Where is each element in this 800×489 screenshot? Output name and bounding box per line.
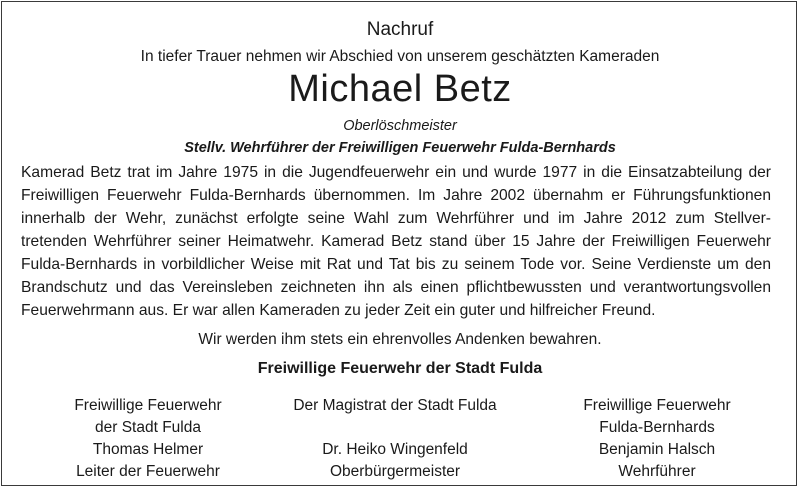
body-line: tretenden Wehrführer seiner Heimatwehr. Kamerad Betz stand über 15 Jahre der Freiwilligen Feuerwehr <box>21 233 771 250</box>
signatory-org-line1: Freiwillige Feuerwehr <box>583 397 731 414</box>
signatory-role: Leiter der Feuerwehr <box>76 463 220 480</box>
intro-text: In tiefer Trauer nehmen wir Abschied von unserem geschätzten Kameraden <box>140 48 660 65</box>
body-line: Brandschutz und das Vereinsleben zeichneten ihn als einen pflichtbewussten und verantwortungsvollen <box>21 279 771 296</box>
signatory-org-line2 <box>280 417 510 439</box>
deceased-position: Stellv. Wehrführer der Freiwilligen Feuerwehr Fulda-Bernhards <box>184 140 616 156</box>
signatory-role: Wehrführer <box>618 463 696 480</box>
body-line: Kamerad Betz trat im Jahre 1975 in die Jugendfeuerwehr ein und wurde 1977 in die Einsatzabteilung der <box>21 164 771 181</box>
body-line: innerhalb der Wehr, zunächst erfolgte seine Wahl zum Wehrführer und im Jahre 2012 zum Stellver- <box>21 210 771 227</box>
signatory-block-bernhards <box>562 395 752 483</box>
signatory-person: Thomas Helmer <box>92 441 204 458</box>
signatory-org-line2: Fulda-Bernhards <box>599 419 715 436</box>
closing-line: Wir werden ihm stets ein ehrenvolles Andenken bewahren. <box>198 331 602 348</box>
deceased-rank: Oberlöschmeister <box>343 118 457 134</box>
signatory-org-line2: der Stadt Fulda <box>95 419 201 436</box>
signatory-person: Benjamin Halsch <box>598 441 716 458</box>
signatory-org-line1: Der Magistrat der Stadt Fulda <box>293 397 497 414</box>
body-line: Fulda-Bernhards in vorbildlicher Weise mit Rat und Tat bis zu seinem Tode vor. Seine Verdienste um den <box>21 256 771 273</box>
signatory-org-line1: Freiwillige Feuerwehr <box>74 397 222 414</box>
organization-title: Freiwillige Feuerwehr der Stadt Fulda <box>257 360 543 377</box>
signatory-block-magistrate <box>280 395 510 483</box>
signatory-role: Oberbürgermeister <box>329 463 461 480</box>
body-line: Freiwilligen Feuerwehr Fulda-Bernhards übernommen. Im Jahre 2002 übernahm er Führungsfunktionen <box>21 187 771 204</box>
signatory-block-fire-brigade <box>48 395 248 483</box>
signatory-person: Dr. Heiko Wingenfeld <box>322 441 468 458</box>
obituary-body <box>21 161 771 322</box>
body-line: Feuerwehrmann aus. Er war allen Kameraden zu jeder Zeit ein guter und hilfreicher Freund. <box>21 302 656 319</box>
notice-heading: Nachruf <box>366 19 434 40</box>
deceased-name: Michael Betz <box>288 68 512 110</box>
